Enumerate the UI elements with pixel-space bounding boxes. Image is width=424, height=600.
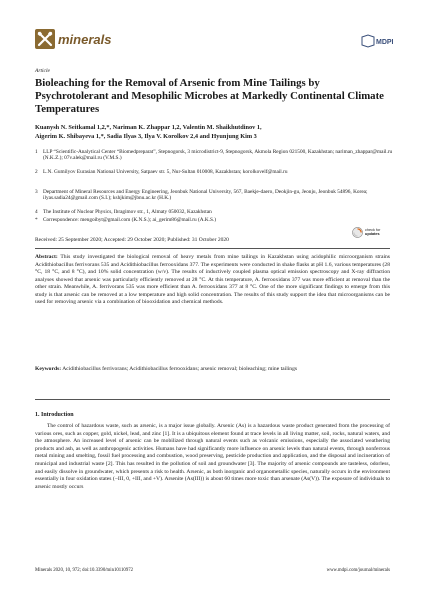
affiliation <box>35 189 395 202</box>
affiliation <box>35 169 395 175</box>
citation-line: Minerals 2020, 10, 972; doi:10.3390/min10110972 <box>35 568 134 573</box>
article-type: Article <box>35 68 50 74</box>
svg-text:MDPI: MDPI <box>376 39 394 46</box>
correspondence <box>35 217 395 223</box>
affiliation-number: 4 <box>35 209 38 215</box>
journal-url-link[interactable]: www.mdpi.com/journal/minerals <box>326 568 390 573</box>
publication-dates: Received: 25 September 2020; Accepted: 29 October 2020; Published: 31 October 2020 <box>35 237 229 243</box>
journal-logo[interactable] <box>35 29 111 49</box>
affiliation-number: * <box>35 217 38 223</box>
check-updates-icon <box>352 227 363 238</box>
affiliation-number: 3 <box>35 189 38 195</box>
abstract-text: This study investigated the biological removal of heavy metals from mine tailings in Kazakhstan using acidophilic microorganism strains Acidithiobacillus ferrivorans 535 and Acidithiobacillus ferrooxidans 377. The experiments were conducted in shake flasks at pH 1.6, various temperatures (28 °C, 18 °C, and 8 °C), and 10% solid concentration (w/v). The results of inductively coupled plasma optical emission spectroscopy and X-ray diffraction analyses showed that arsenic was particularly efficiently removed at 28 °C. At this temperature, A. ferrooxidans 377 was more efficient at removal than the other strain. Meanwhile, A. ferrivorans 535 was more efficient than A. ferrooxidans 377 at 8 °C. One of the more significant findings to emerge from this study is that arsenic can be removed at a low temperature and high solid concentration. The results of this study support the idea that microorganisms can be used for removing arsenic via a combination of biooxidation and chemical methods. <box>35 254 390 305</box>
abstract-label: Abstract: <box>35 254 58 260</box>
mdpi-logo-icon[interactable] <box>360 34 394 48</box>
affiliation <box>35 149 395 162</box>
introduction-paragraph: The control of hazardous waste, such as arsenic, is a major issue globally. Arsenic (As) is a hazardous waste product generated from the processing of various ores, such as copper, gold, nickel, lead, and zinc [1]. It is a ubiquitous element found at trace levels in all living matter, soil, rocks, natural waters, and the atmosphere. An increased level of arsenic can be mobilized through natural events such as volcanic emissions, especially the associated weathering products and ash, as well as anthropogenic activities. Humans have had significantly more influence on arsenic levels than natural events, through nonferrous metal mining and smelting, fossil fuel processing and combustion, wood preserving, pesticide production and application, and the disposal and incineration of municipal and industrial waste [2]. This has resulted in the pollution of soil and groundwater [3]. The majority of arsenic compounds are tasteless, odorless, and easily dissolve in groundwater, which presents a risk to health. Arsenic, as both inorganic and organometallic species, naturally occurs in the environment essentially in four oxidation states (−III, 0, +III, and +V). Arsenite (As(III)) is about 60 times more toxic than arsenate (As(V)). The exposure of individuals to arsenic mostly occurs <box>35 423 390 490</box>
affiliation-number: 2 <box>35 169 38 175</box>
affiliation-text: LLP “Scientific-Analytical Center “Biomedpreparat”, Stepnogorsk, 3 microdistrict-9, Stepnogorsk, Akmola Region 021500, Kazakhstan; nariman_zhappar@mail.ru (N.K.Z.); 07v.alek@mail.ru (V.M.S.) <box>43 149 393 162</box>
keywords-label: Keywords: <box>35 366 62 372</box>
affiliation-number: 1 <box>35 149 38 155</box>
abstract <box>35 254 390 307</box>
check-for-updates-badge[interactable] <box>352 225 386 239</box>
check-updates-label: check for updates <box>365 227 381 236</box>
affiliation-text: Correspondence: mengoibyt@gmail.com (K.N.S.); ai_gerim86@mail.ru (A.K.S.) <box>43 217 217 223</box>
affiliation-text: The Institute of Nuclear Physics, Ibragimov str., 1, Almaty 050032, Kazakhstan <box>43 209 212 215</box>
affiliation-text: L.N. Gumilyov Eurasian National University, Satpaev str. 5, Nur-Sultan 010008, Kazakhstan; korolkovelf@mail.ru <box>43 169 288 175</box>
journal-name: minerals <box>58 31 112 47</box>
divider <box>35 248 390 249</box>
affiliation-text: Department of Mineral Resources and Energy Engineering, Jeonbuk National University, 567, Baekje-daero, Deokjin-gu, Jeonju, Jeonbuk 54896, Korea; ilyas.sadia24@gmail.com (S.I.); kshjkim@jbnu.ac.kr (H.K.) <box>43 189 368 202</box>
page-footer <box>35 568 390 573</box>
paper-title: Bioleaching for the Removal of Arsenic from Mine Tailings by Psychrotolerant and Mesophilic Microbes at Markedly Continental Climate Temperatures <box>35 77 384 115</box>
section-heading: 1. Introduction <box>35 412 74 418</box>
keywords <box>35 366 390 374</box>
keywords-text: Acidithiobacillus ferrivorans; Acidithiobacillus ferrooxidans; arsenic removal; bioleaching; mine tailings <box>62 366 298 372</box>
affiliation <box>35 209 395 215</box>
divider <box>35 399 390 400</box>
author-line: Kuanysh N. Seitkamal 1,2,*, Nariman K. Zhappar 1,2, Valentin M. Shaikhutdinov 1, <box>35 124 262 131</box>
author-list <box>35 124 395 141</box>
author-line: Aigerim K. Shibayeva 1,*, Sadia Ilyas 3, Ilya V. Korolkov 2,4 and Hyunjung Kim 3 <box>35 132 257 140</box>
crossed-tools-icon <box>35 29 55 49</box>
